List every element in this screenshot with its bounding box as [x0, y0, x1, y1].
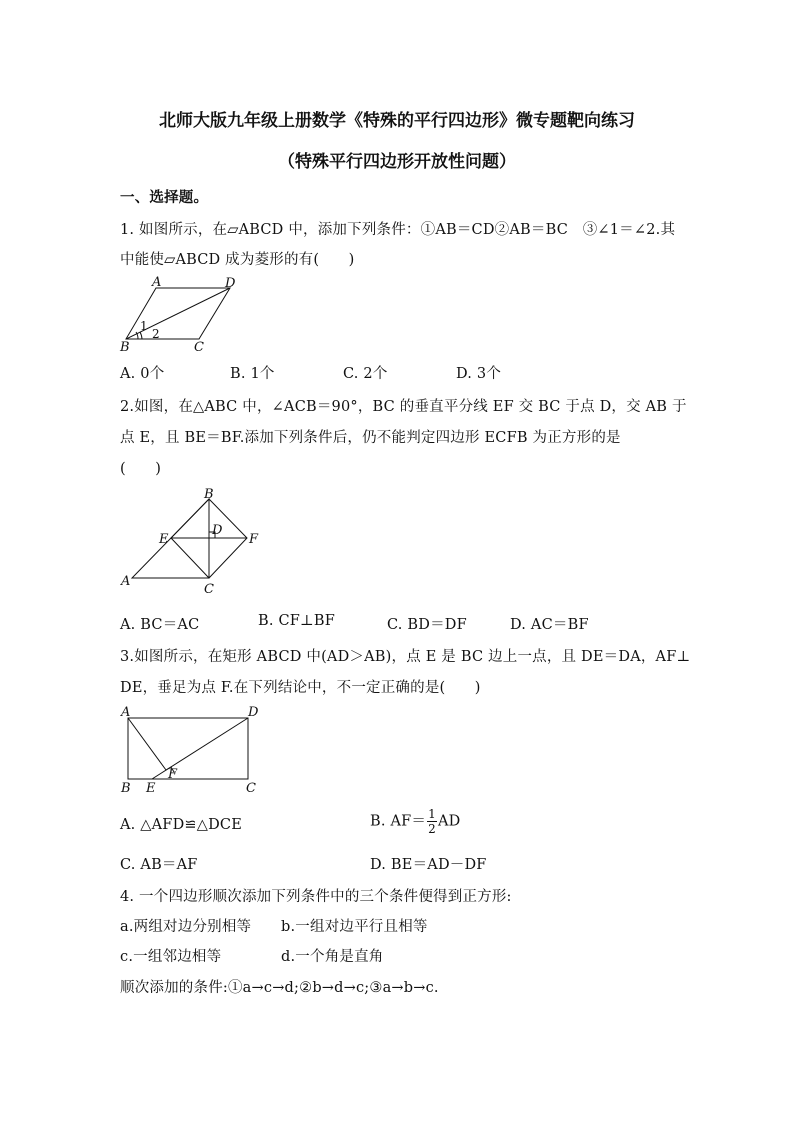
q3-option-c: C. AB＝AF [120, 857, 198, 873]
q1-label-angle1: 1 [140, 319, 148, 333]
q4-condition-a: a.两组对边分别相等 [120, 919, 252, 935]
q1-label-b: B [120, 340, 130, 354]
q3-label-d: D [248, 705, 259, 720]
q4-text-line1: 4. 一个四边形顺次添加下列条件中的三个条件便得到正方形: [120, 889, 512, 905]
q3-text-line2: DE，垂足为点 F.在下列结论中，不一定正确的是( ) [120, 680, 481, 696]
q2-label-d: D [212, 523, 223, 538]
q3-fraction-denominator: 2 [428, 822, 436, 836]
q1-text-line1: 1. 如图所示，在▱ABCD 中，添加下列条件：①AB＝CD②AB＝BC ③∠1＝∠2.其 [120, 222, 676, 238]
q1-parallelogram-figure [116, 276, 246, 354]
q3-label-a: A [121, 705, 131, 720]
q2-label-c: C [204, 582, 214, 597]
q2-triangle-figure [116, 486, 276, 602]
q2-text-line3: ( ) [120, 461, 162, 477]
q3-rectangle-figure [116, 702, 266, 798]
q3-option-b-prefix: B. AF＝ [370, 813, 427, 830]
document-title: 北师大版九年级上册数学《特殊的平行四边形》微专题靶向练习 [159, 111, 635, 131]
q3-label-c: C [246, 781, 256, 796]
q3-rectangle-abcd [128, 718, 248, 779]
section-heading: 一、选择题。 [120, 189, 209, 206]
q3-line-af [128, 718, 166, 770]
q1-option-a: A. 0个 [120, 366, 165, 382]
q2-option-b: B. CF⊥BF [258, 613, 335, 629]
q2-label-b: B [204, 487, 214, 502]
q4-condition-b: b.一组对边平行且相等 [281, 919, 428, 935]
q2-option-c: C. BD＝DF [387, 617, 467, 633]
q3-fraction [427, 808, 437, 835]
q1-label-a: A [152, 276, 162, 290]
q3-label-b: B [121, 781, 131, 796]
q2-text-line1: 2.如图，在△ABC 中，∠ACB＝90°，BC 的垂直平分线 EF 交 BC 于点 D，交 AB 于 [120, 399, 687, 415]
q3-label-e: E [146, 781, 156, 796]
q4-condition-c: c.一组邻边相等 [120, 949, 222, 965]
q3-option-b-suffix: AD [437, 813, 461, 830]
document-subtitle: （特殊平行四边形开放性问题） [278, 152, 516, 172]
q1-label-d: D [225, 276, 236, 291]
q2-option-d: D. AC＝BF [510, 617, 589, 633]
q3-text-line1: 3.如图所示，在矩形 ABCD 中(AD＞AB)，点 E 是 BC 边上一点，且 DE＝DA，AF⊥ [120, 649, 691, 665]
q1-option-c: C. 2个 [343, 366, 388, 382]
q3-option-d: D. BE＝AD－DF [370, 857, 487, 873]
q2-text-line2: 点 E，且 BE＝BF.添加下列条件后，仍不能判定四边形 ECFB 为正方形的是 [120, 430, 621, 446]
q1-label-c: C [194, 340, 204, 354]
q3-option-b [370, 808, 460, 835]
q1-angle-arc-2 [140, 332, 142, 339]
q3-fraction-numerator: 1 [428, 807, 436, 821]
q2-label-a: A [121, 574, 131, 589]
q1-text-line2: 中能使▱ABCD 成为菱形的有( ) [120, 252, 355, 268]
q4-sequence: 顺次添加的条件:①a→c→d;②b→d→c;③a→b→c. [120, 980, 439, 996]
q3-option-a: A. △AFD≌△DCE [120, 817, 243, 833]
q3-label-f: F [168, 767, 178, 782]
q2-label-e: E [159, 532, 169, 547]
q2-option-a: A. BC＝AC [120, 617, 200, 633]
q1-label-angle2: 2 [152, 327, 160, 341]
q1-option-d: D. 3个 [456, 366, 502, 382]
q2-label-f: F [249, 532, 259, 547]
q1-option-b: B. 1个 [230, 366, 275, 382]
q4-condition-d: d.一个角是直角 [281, 949, 384, 965]
